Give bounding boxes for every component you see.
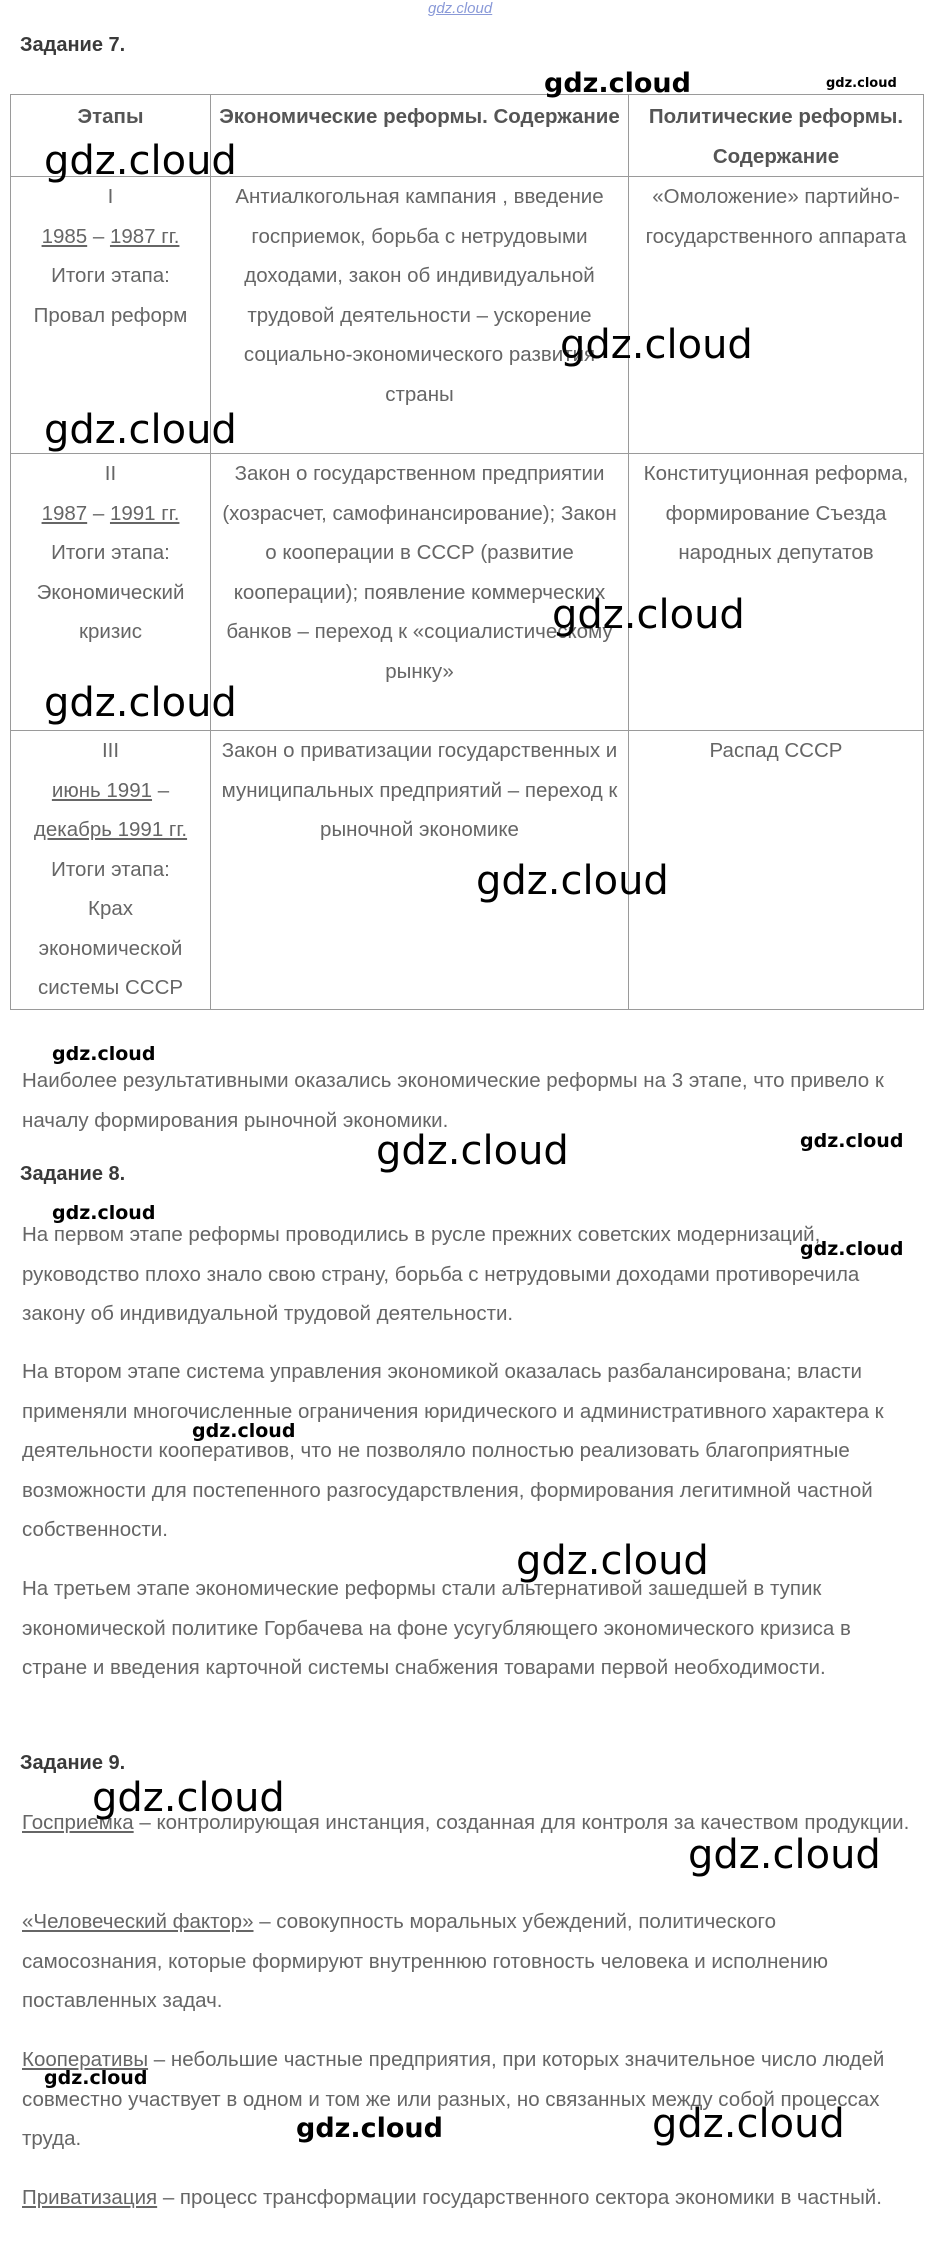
term-gospriemka: Госприемка – контролирующая инстанция, созданная для контроля за качеством продукции. <box>22 1811 910 1834</box>
watermark: gdz.cloud <box>516 1538 709 1584</box>
stage-number: III <box>101 739 120 762</box>
watermark: gdz.cloud <box>800 1238 904 1260</box>
stage-year-from[interactable]: 1987 <box>41 501 88 525</box>
watermark: gdz.cloud <box>52 1043 156 1065</box>
task7-conclusion: Наиболее результативными оказались экономические реформы на 3 этапе, что привело к началу формирования рыночной экономики. <box>22 1069 884 1132</box>
term-link[interactable]: Госприемка <box>22 1811 134 1834</box>
watermark: gdz.cloud <box>52 1202 156 1224</box>
stage-year-to[interactable]: декабрь 1991 гг. <box>33 818 188 841</box>
stage-cell <box>11 731 211 1010</box>
watermark: gdz.cloud <box>44 2067 148 2089</box>
stage-result-label: Итоги этапа: <box>51 264 170 287</box>
task8-paragraph-2: На втором этапе система управления экономикой оказалась разбалансирована; власти применяли многочисленные ограничения юридического и административного характера к деятельности кооперативов, что не позволяло полностью реализовать благоприятные возможности для постепенного разгосударствления, формирования легитимной частной собственности. <box>22 1360 884 1541</box>
political-reforms-cell: Распад СССР <box>629 731 924 1010</box>
stage-result: Провал реформ <box>33 303 188 327</box>
stage-period: июнь 1991 – декабрь 1991 гг. <box>33 778 188 841</box>
task8-paragraph-1: На первом этапе реформы проводились в русле прежних советских модернизаций, руководство плохо знало свою страну, борьба с нетрудовыми доходами противоречила закону об индивидуальной трудовой деятельности. <box>22 1223 860 1325</box>
economic-reforms-cell: Закон о приватизации государственных и муниципальных предприятий – переход к рыночной экономике <box>211 731 629 1010</box>
watermark: gdz.cloud <box>826 76 897 91</box>
watermark: gdz.cloud <box>652 2101 845 2147</box>
header-political: Политические реформы. Содержание <box>629 95 924 177</box>
watermark: gdz.cloud <box>552 592 745 638</box>
reforms-table <box>10 94 924 1010</box>
stage-period: 1985 – 1987 гг. <box>41 224 180 248</box>
task8-title: Задание 8. <box>20 1163 126 1185</box>
header-stages: Этапы <box>11 95 211 177</box>
stage-result-label: Итоги этапа: <box>51 541 170 564</box>
economic-reforms-cell: Закон о государственном предприятии (хозрасчет, самофинансирование); Закон о кооперации в СССР (развитие кооперации); появление коммерческих банков – переход к «социалистическому рынку» <box>211 454 629 731</box>
watermark: gdz.cloud <box>192 1420 296 1442</box>
watermark: gdz.cloud <box>800 1130 904 1152</box>
stage-result: Экономический кризис <box>36 580 185 643</box>
term-link[interactable]: «Человеческий фактор» <box>22 1910 254 1933</box>
economic-reforms-cell: Антиалкогольная кампания , введение госприемок, борьба с нетрудовыми доходами, закон об индивидуальной трудовой деятельности – ускорение социально-экономического развития страны <box>211 177 629 454</box>
watermark: gdz.cloud <box>560 322 753 368</box>
site-logo[interactable]: gdz.cloud <box>428 0 493 17</box>
task9-title: Задание 9. <box>20 1752 126 1774</box>
term-human-factor: «Человеческий фактор» – совокупность моральных убеждений, политического самосознания, которые формируют внутреннюю готовность человека и исполнению поставленных задач. <box>22 1910 828 2012</box>
watermark: gdz.cloud <box>476 858 669 904</box>
table-row <box>11 731 924 1010</box>
term-privatization: Приватизация – процесс трансформации государственного сектора экономики в частный. <box>22 2186 882 2209</box>
watermark: gdz.cloud <box>44 407 237 453</box>
header-economic: Экономические реформы. Содержание <box>211 95 629 177</box>
political-reforms-cell: «Омоложение» партийно-государственного аппарата <box>629 177 924 454</box>
stage-period: 1987 – 1991 гг. <box>41 501 180 525</box>
task7-title: Задание 7. <box>20 34 126 56</box>
watermark: gdz.cloud <box>44 138 237 184</box>
watermark: gdz.cloud <box>688 1832 881 1878</box>
watermark: gdz.cloud <box>92 1775 285 1821</box>
term-link[interactable]: Приватизация <box>22 2186 158 2209</box>
watermark: gdz.cloud <box>544 68 691 99</box>
watermark: gdz.cloud <box>376 1128 569 1174</box>
term-cooperatives: Кооперативы – небольшие частные предприятия, при которых значительное число людей совместно участвует в одном и том же или разных, но связанных между собой процессах труда. <box>22 2048 885 2150</box>
stage-result-label: Итоги этапа: <box>51 857 170 881</box>
stage-result: Крах экономической системы СССР <box>37 897 184 999</box>
watermark: gdz.cloud <box>296 2113 443 2144</box>
task8-paragraph-3: На третьем этапе экономические реформы стали альтернативой зашедшей в тупик экономической политике Горбачева на фоне усугубляющего экономического кризиса в стране и введения карточной системы снабжения товарами первой необходимости. <box>22 1577 851 1679</box>
stage-year-from[interactable]: июнь 1991 <box>51 778 153 802</box>
stage-year-to[interactable]: 1991 гг. <box>109 501 180 525</box>
watermark: gdz.cloud <box>44 680 237 726</box>
stage-year-from[interactable]: 1985 <box>41 224 88 248</box>
stage-number: I <box>107 185 114 208</box>
political-reforms-cell: Конституционная реформа, формирование Съезда народных депутатов <box>629 454 924 731</box>
stage-number: II <box>104 462 117 485</box>
term-link[interactable]: Кооперативы <box>22 2048 149 2071</box>
stage-year-to[interactable]: 1987 гг. <box>109 224 180 248</box>
